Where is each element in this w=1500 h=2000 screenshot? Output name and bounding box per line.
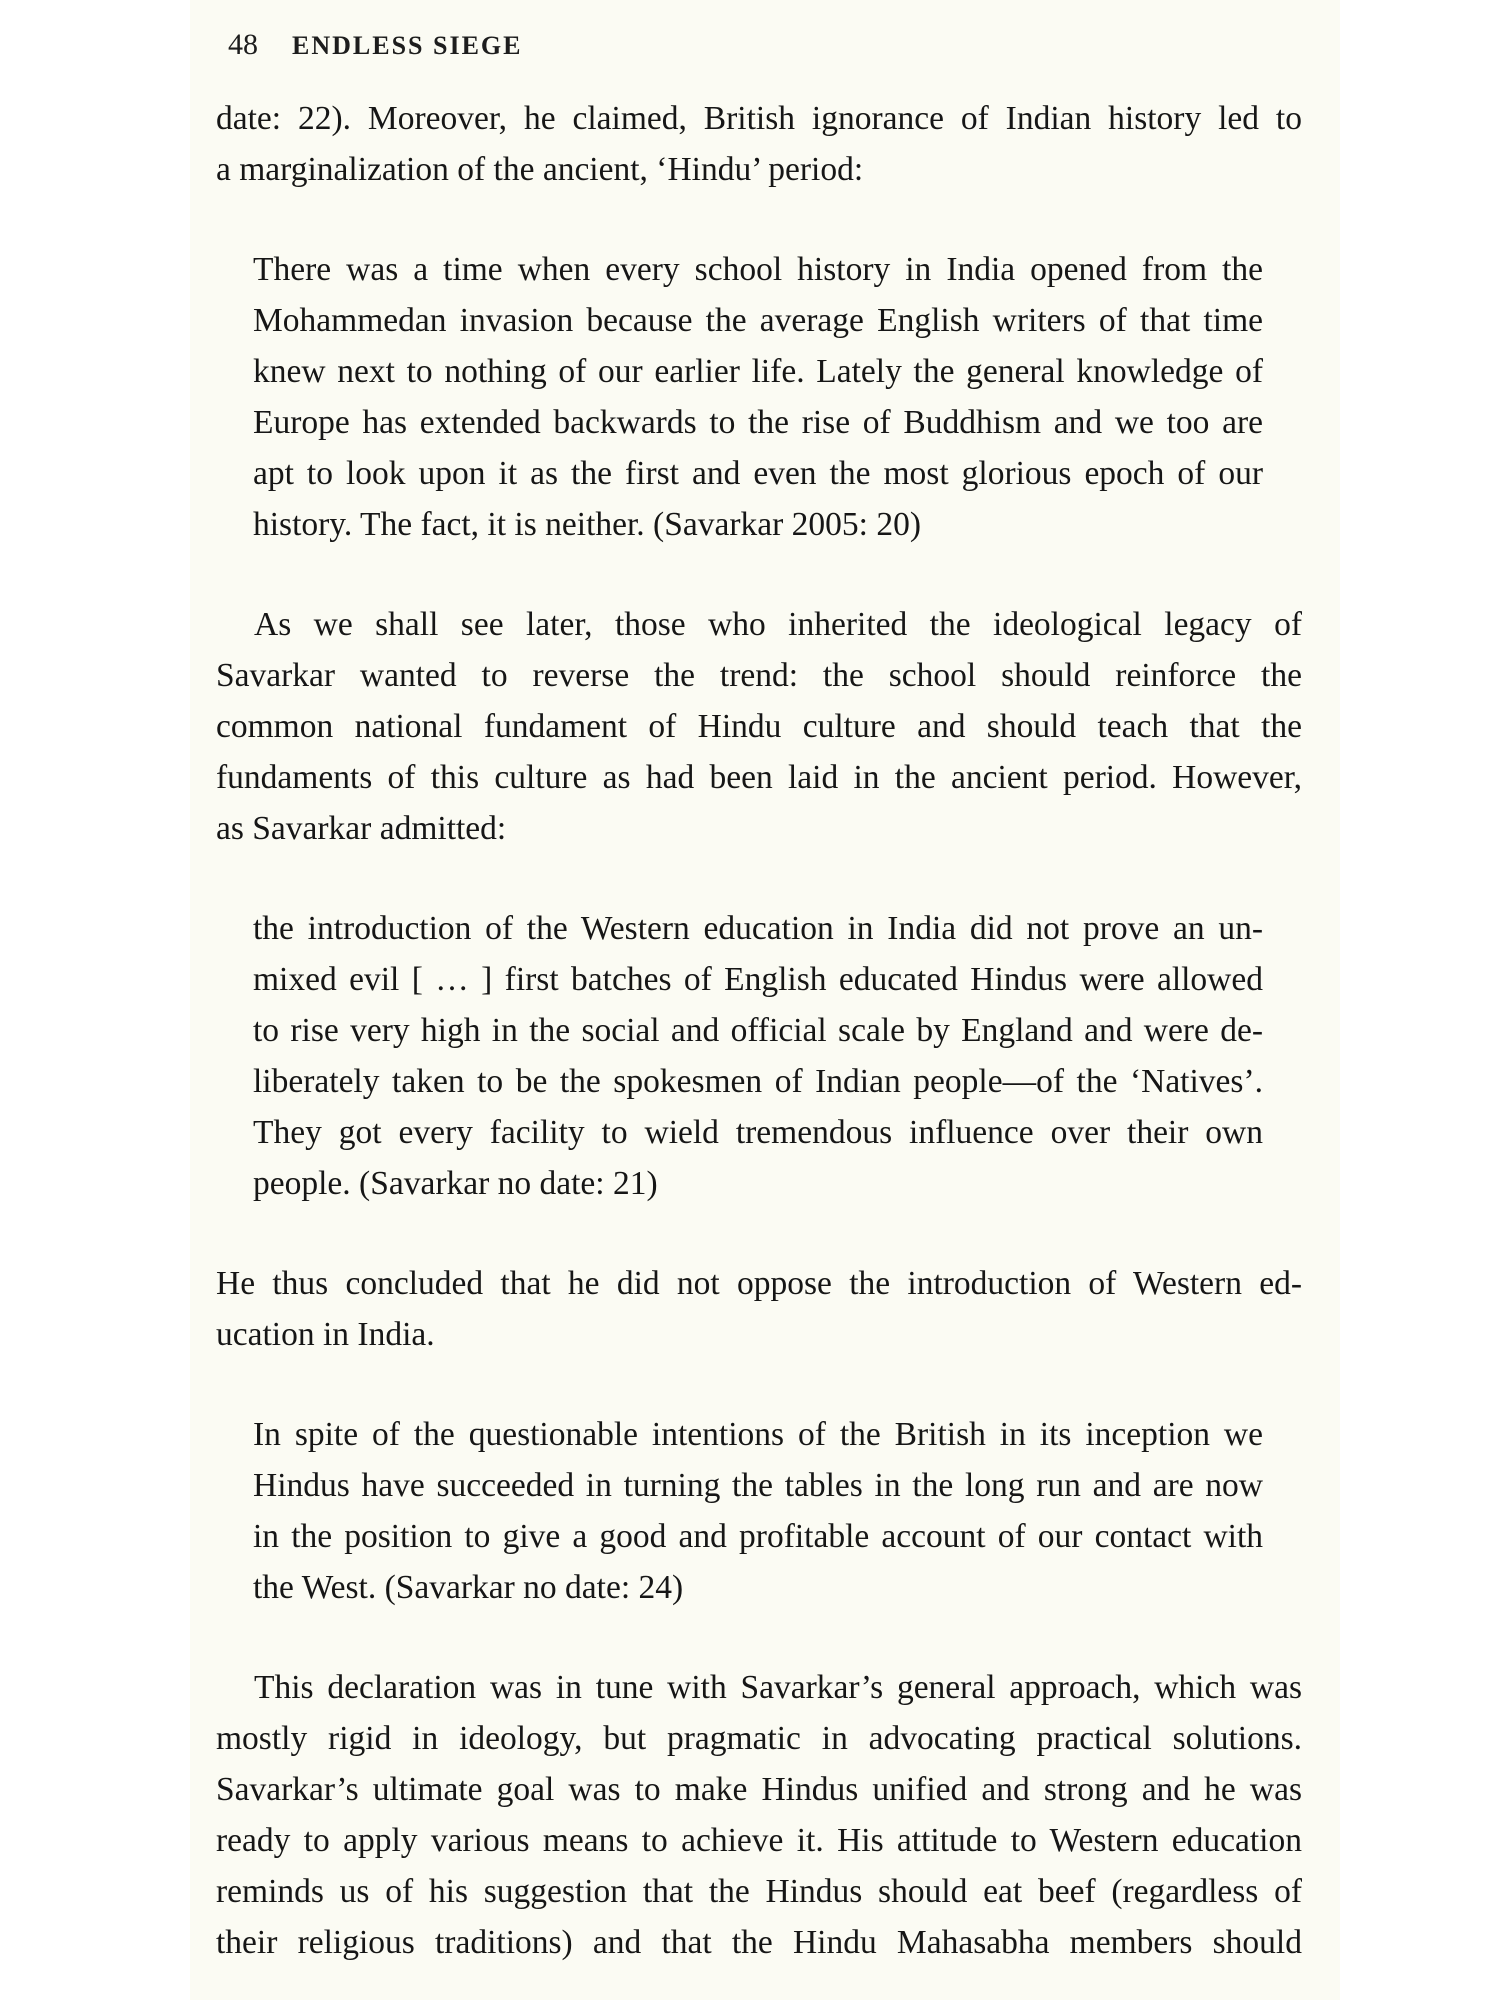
text-line: their religious traditions) and that the Hindu Mahasabha members should bbox=[216, 1924, 1302, 1961]
quote-line: They got every facility to wield tremendous influence over their own bbox=[253, 1114, 1263, 1151]
text-line: common national fundament of Hindu culture and should teach that the bbox=[216, 708, 1302, 745]
block-quote-3 bbox=[253, 1409, 1263, 1613]
quote-line: the introduction of the Western education in India did not prove an un- bbox=[253, 910, 1263, 947]
text-line: ucation in India. bbox=[216, 1316, 435, 1353]
text-line: fundaments of this culture as had been laid in the ancient period. However, bbox=[216, 759, 1302, 796]
quote-line: Hindus have succeeded in turning the tables in the long run and are now bbox=[253, 1467, 1263, 1504]
block-quote-2 bbox=[253, 903, 1263, 1209]
paragraph-2 bbox=[216, 599, 1302, 854]
text-line: a marginalization of the ancient, ‘Hindu’ period: bbox=[216, 151, 864, 188]
quote-line: Mohammedan invasion because the average English writers of that time bbox=[253, 302, 1263, 339]
text-line: This declaration was in tune with Savarkar’s general approach, which was bbox=[254, 1669, 1302, 1706]
paragraph-4 bbox=[216, 1662, 1302, 1968]
paragraph-3 bbox=[216, 1258, 1302, 1360]
running-title: ENDLESS SIEGE bbox=[292, 31, 523, 60]
quote-line: In spite of the questionable intentions of the British in its inception we bbox=[253, 1416, 1263, 1453]
quote-line: Europe has extended backwards to the rise of Buddhism and we too are bbox=[253, 404, 1263, 441]
text-line: as Savarkar admitted: bbox=[216, 810, 507, 847]
quote-line: There was a time when every school history in India opened from the bbox=[253, 251, 1263, 288]
quote-line: in the position to give a good and profitable account of our contact with bbox=[253, 1518, 1263, 1555]
quote-line: people. (Savarkar no date: 21) bbox=[253, 1165, 658, 1202]
text-line: reminds us of his suggestion that the Hindus should eat beef (regardless of bbox=[216, 1873, 1302, 1910]
quote-line: to rise very high in the social and official scale by England and were de- bbox=[253, 1012, 1263, 1049]
quote-line: liberately taken to be the spokesmen of Indian people—of the ‘Natives’. bbox=[253, 1063, 1263, 1100]
quote-line: knew next to nothing of our earlier life. Lately the general knowledge of bbox=[253, 353, 1263, 390]
quote-line: apt to look upon it as the first and even the most glorious epoch of our bbox=[253, 455, 1263, 492]
text-line: ready to apply various means to achieve it. His attitude to Western education bbox=[216, 1822, 1302, 1859]
quote-line: the West. (Savarkar no date: 24) bbox=[253, 1569, 684, 1606]
quote-line: mixed evil [ … ] first batches of English educated Hindus were allowed bbox=[253, 961, 1263, 998]
page-header bbox=[228, 28, 522, 68]
text-line: As we shall see later, those who inherited the ideological legacy of bbox=[254, 606, 1302, 643]
quote-line: history. The fact, it is neither. (Savarkar 2005: 20) bbox=[253, 506, 921, 543]
text-line: mostly rigid in ideology, but pragmatic in advocating practical solutions. bbox=[216, 1720, 1302, 1757]
page-number: 48 bbox=[228, 28, 258, 61]
text-line: Savarkar’s ultimate goal was to make Hindus unified and strong and he was bbox=[216, 1771, 1302, 1808]
text-line: He thus concluded that he did not oppose the introduction of Western ed- bbox=[216, 1265, 1302, 1302]
text-line: date: 22). Moreover, he claimed, British ignorance of Indian history led to bbox=[216, 100, 1302, 137]
text-line: Savarkar wanted to reverse the trend: the school should reinforce the bbox=[216, 657, 1302, 694]
paragraph-1 bbox=[216, 93, 1302, 195]
block-quote-1 bbox=[253, 244, 1263, 550]
